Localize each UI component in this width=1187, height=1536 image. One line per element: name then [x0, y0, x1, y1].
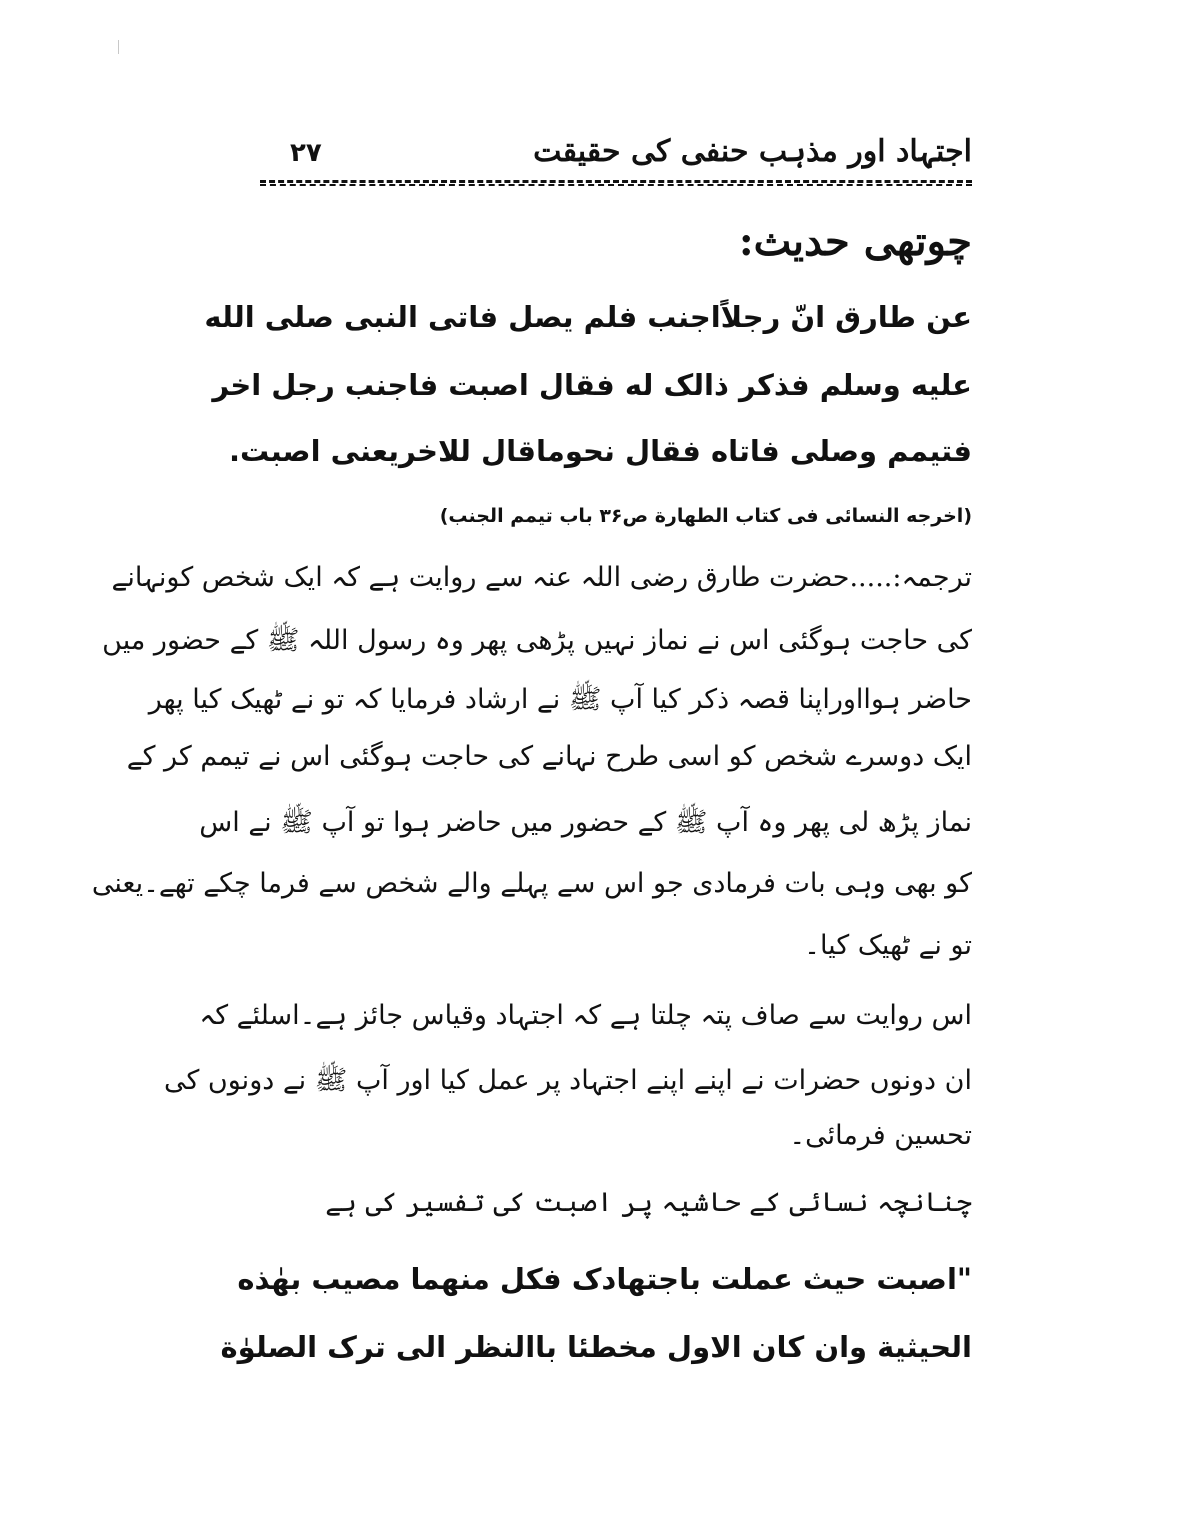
translation-line: نماز پڑھ لی پھر وہ آپ ﷺ کے حضور میں حاضر ہوا تو آپ ﷺ نے اس [199, 807, 972, 838]
scan-artifact [118, 40, 119, 54]
page-number: ۲۷ [290, 138, 322, 168]
commentary-line: تحسین فرمائی۔ [789, 1120, 972, 1151]
commentary-line: چنانچہ نسائی کے حاشیہ پر اصبت کی تفسیر کی ہے [325, 1187, 972, 1218]
translation-line: ترجمہ:.....حضرت طارق رضی اللہ عنہ سے روایت ہے کہ ایک شخص کونہانے [111, 562, 972, 593]
header-divider [260, 180, 972, 186]
arabic-gloss-line: الحيثية وان كان الاول مخطئا باالنظر الى ترک الصلوٰة [220, 1330, 972, 1364]
arabic-hadith-line: عليه وسلم فذكر ذالک له فقال اصبت فاجنب رجل اخر [212, 368, 972, 402]
arabic-hadith-line: فتيمم وصلى فاتاه فقال نحوماقال للاخريعنى اصبت. [229, 434, 972, 468]
hadith-reference: (اخرجه النسائى فى كتاب الطهارة ص۳۶ باب تيمم الجنب) [439, 505, 972, 527]
translation-line: حاضر ہوااوراپنا قصہ ذکر کیا آپ ﷺ نے ارشاد فرمایا کہ تو نے ٹھیک کیا پھر [148, 684, 972, 715]
translation-line: کی حاجت ہوگئی اس نے نماز نہیں پڑھی پھر وہ رسول اللہ ﷺ کے حضور میں [102, 625, 972, 656]
running-header [260, 130, 972, 180]
commentary-line: ان دونوں حضرات نے اپنے اپنے اجتہاد پر عمل کیا اور آپ ﷺ نے دونوں کی [163, 1065, 972, 1096]
translation-line: تو نے ٹھیک کیا۔ [804, 930, 972, 961]
section-heading: چوتھی حدیث: [738, 218, 972, 265]
translation-line: کو بھی وہی بات فرمادی جو اس سے پہلے والے شخص سے فرما چکے تھے۔یعنی [91, 868, 972, 899]
arabic-hadith-line: عن طارق انّ رجلاًاجنب فلم يصل فاتى النبى صلى الله [204, 300, 972, 334]
commentary-line: اس روایت سے صاف پتہ چلتا ہے کہ اجتہاد وقیاس جائز ہے۔اسلئے کہ [199, 1000, 972, 1031]
book-title: اجتہاد اور مذہب حنفی کی حقیقت [533, 134, 972, 169]
translation-line: ایک دوسرے شخص کو اسی طرح نہانے کی حاجت ہوگئی اس نے تیمم کر کے [126, 741, 972, 772]
arabic-gloss-line: "اصبت حيث عملت باجتهادک فكل منهما مصيب بهٰذه [237, 1262, 972, 1296]
